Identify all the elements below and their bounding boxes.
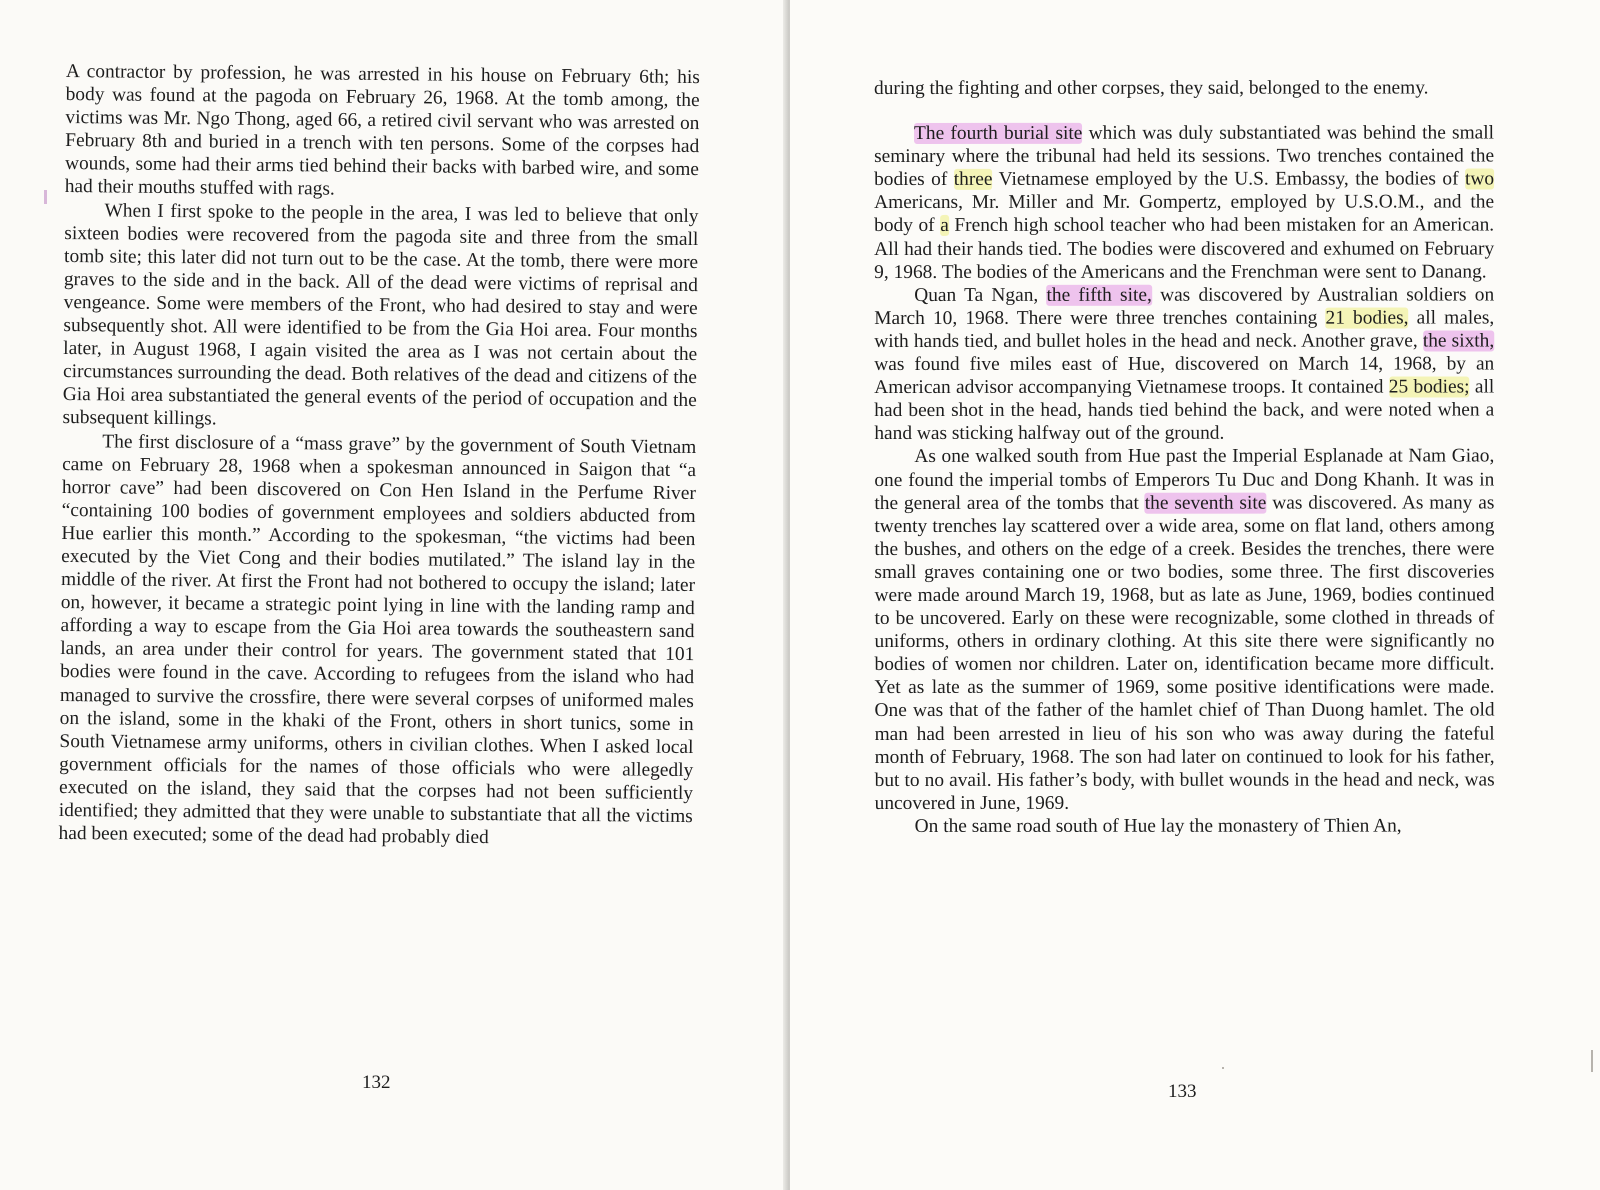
text-run: was discovered by Australian soldiers on March 10, 1968. There were three trenches containing [874,284,1495,329]
highlight-two: two [1464,168,1495,190]
scan-mark [1222,1067,1224,1069]
right-paragraph-3 [874,283,1494,445]
highlight-25-bodies: 25 bodies; [1388,376,1470,398]
highlight-a: a [940,215,949,237]
highlight-seventh-site: the seventh site [1144,492,1267,514]
highlight-sixth-site: the sixth, [1422,330,1495,352]
highlight-fourth-burial-site: The fourth burial site [914,122,1083,145]
scan-mark [44,190,47,204]
right-paragraph-5: On the same road south of Hue lay the monastery of Thien An, [914,815,1402,837]
scan-mark [1591,1050,1593,1072]
right-paragraph-4 [874,445,1494,815]
left-page [0,0,790,1190]
text-run: French high school teacher who had been mistaken for an American. All had their hands tied. The bodies were discovered and exhumed on February 9, 1968. The bodies of the Americans and the Frenchman were sent to Danang. [874,214,1495,283]
highlight-three: three [953,169,993,191]
right-page-text [874,76,1495,838]
text-run: all males, with hands tied, and bullet holes in the head and neck. Another grave, [874,307,1495,352]
text-run: Americans, Mr. Miller and Mr. Gompertz, employed by U.S.O.M., and the body of [874,191,1495,237]
left-paragraph-2: When I first spoke to the people in the area, I was led to believe that only sixteen bodies were recovered from the pagoda site and three from the small tomb site; this later did not turn out to be the case. At the tomb, there were more graves to the side and in the back. All of the dead were victims of reprisal and vengeance. Some were members of the Front, who had desired to stay and were subsequently shot. All were identified to be from the Gia Hoi area. Four months later, in August 1968, I again visited the area as I was not certain about the circumstances surrounding the dead. Both relatives of the dead and citizens of the Gia Hoi area substantiated the general events of the period of occupation and the subsequent killings. [62,199,699,430]
highlight-21-bodies: 21 bodies, [1325,307,1409,329]
left-paragraph-1: A contractor by profession, he was arrested in his house on February 6th; his body was found at the pagoda on February 26, 1968. At the tomb among, the victims was Mr. Ngo Thong, aged 66, a retired civil servant who was arrested on February 8th and buried in a trench with ten persons. Some of the corpses had wounds, some had their arms tied behind their backs with barbed wire, and some had their mouths stuffed with rags. [64,60,700,201]
text-run: was discovered. As many as twenty trenches lay scattered over a wide area, some on flat land, others among the bushes, and others on the edge of a creek. Besides the trenches, there were small graves containing one or two bodies, some three. The first discoveries were made around March 19, 1968, but as late as June, 1969, bodies continued to be uncovered. Early on these were recognizable, some clothed in threads of uniforms, others in ordinary clothing. At this site there were significantly no bodies of women nor children. Later on, identification became more difficult. Yet as late as the summer of 1969, some positive identifications were made. One was that of the father of the hamlet chief of Than Duong hamlet. The old man had been arrested in lieu of his son who was away during the fateful month of February, 1968. The son had later on continued to look for his father, but to no avail. His father’s body, with bullet wounds in the head and neck, was uncovered in June, 1969. [874,492,1495,814]
text-run: which was duly substantiated was behind the small seminary where the tribunal had held its sessions. Two trenches contained the bodies of [874,122,1495,191]
text-run: As one walked south from Hue past the Imperial Esplanade at Nam Giao, one found the imperial tombs of Emperors Tu Duc and Dong Khanh. It was in the general area of the tombs that [874,445,1495,514]
highlight-fifth-site: the fifth site, [1046,284,1152,306]
left-paragraph-3: The first disclosure of a “mass grave” by the government of South Vietnam came on February 28, 1968 when a spokesman announced in Saigon that “a horror cave” had been discovered on Con Hen Island in the Perfume River “containing 100 bodies of government employees and soldiers abducted from Hue earlier this month.” According to the spokesman, “the victims had been executed by the Viet Cong and their bodies mutilated.” The island lay in the middle of the river. At first the Front had not bothered to occupy the island; later on, however, it became a strategic point lying in line with the landing ramp and affording a way to escape from the Gia Hoi area towards the southeastern sand lands, an area under their control for years. The government stated that 101 bodies were found in the cave. According to refugees from the island who had managed to survive the crossfire, there were several corpses of uniformed males on the island, some in the khaki of the Front, others in short tunics, some in South Vietnamese army uniforms, others in civilian clothes. When I asked local government officials for the names of those officials who were allegedly executed on the island, they said that the corpses had not been sufficiently identified; they admitted that they were unable to substantiate that all the victims had been executed; some of the dead had probably died [58,430,697,849]
text-run: all had been shot in the head, hands tied behind the back, and were noted when a hand was sticking halfway out of the ground. [874,376,1495,445]
page-number-left: 132 [362,1072,391,1093]
left-page-text [58,60,700,851]
text-run: Vietnamese employed by the U.S. Embassy, the bodies of [992,168,1466,191]
right-paragraph-1: during the fighting and other corpses, they said, belonged to the enemy. [874,77,1429,99]
page-number-right: 133 [1168,1081,1197,1102]
right-paragraph-2 [874,122,1494,284]
text-run: was found five miles east of Hue, discovered on March 14, 1968, by an American advisor accompanying Vietnamese troops. It contained [874,353,1495,399]
text-run: Quan Ta Ngan, [914,284,1047,306]
